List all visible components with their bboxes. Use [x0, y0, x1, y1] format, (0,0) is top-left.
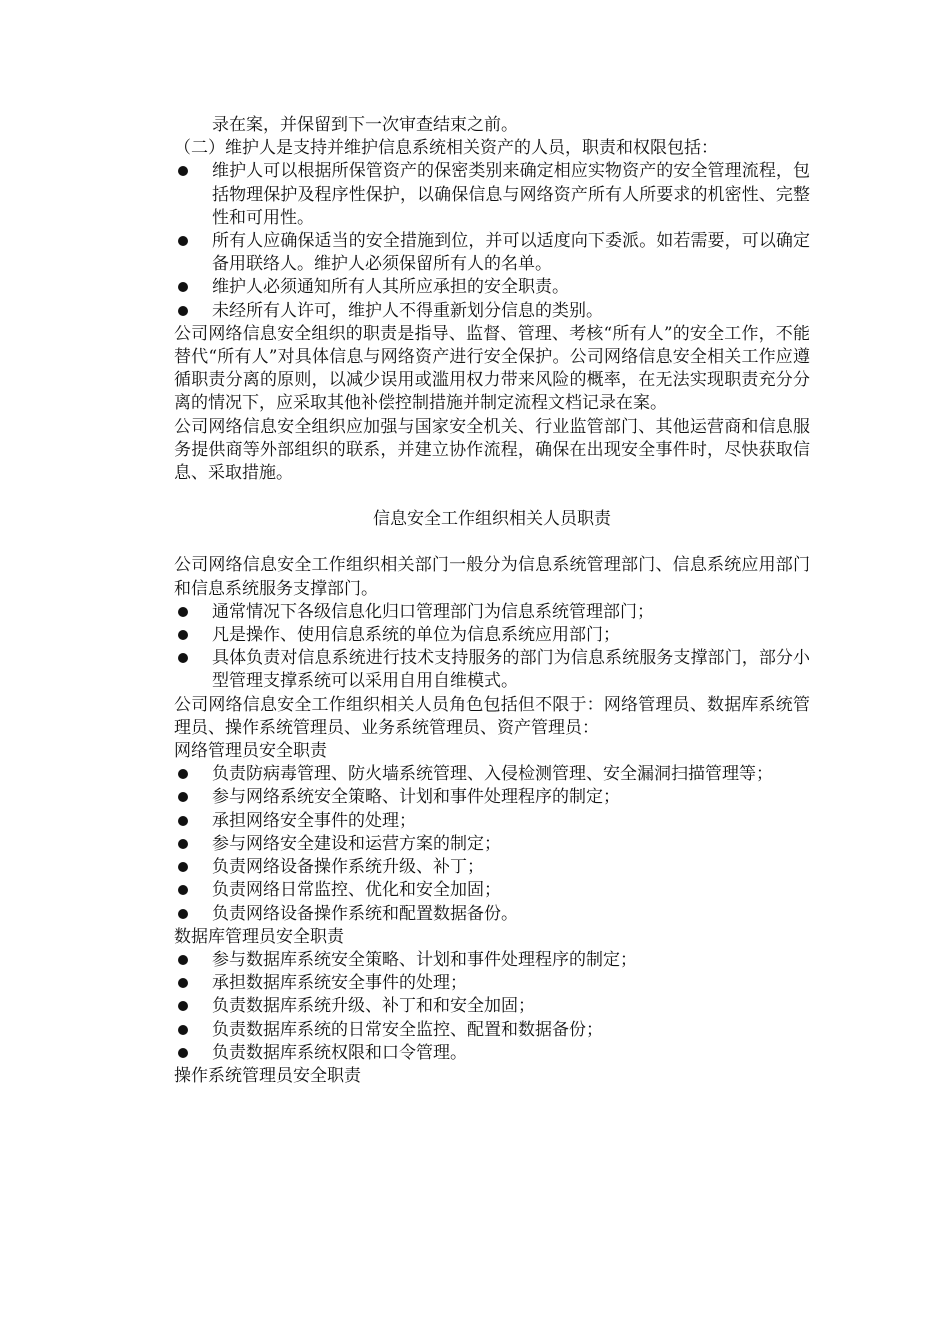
bullet-icon: [178, 792, 188, 802]
bullet-icon: [178, 769, 188, 779]
list-item-text: 凡是操作、使用信息系统的单位为信息系统应用部门；: [212, 625, 620, 646]
bullet-icon: [178, 816, 188, 826]
list-item: [174, 903, 810, 926]
bullet-icon: [178, 862, 188, 872]
subsection-title: 网络管理员安全职责: [174, 741, 327, 762]
section-heading: 信息安全工作组织相关人员职责: [373, 509, 611, 530]
bullet-icon: [178, 839, 188, 849]
list-item-text: 维护人可以根据所保管资产的保密类别来确定相应实物资产的安全管理流程，包括物理保护及程序性保护，以确保信息与网络资产所有人所要求的机密性、完整性和可用性。: [212, 161, 810, 228]
list-item: [174, 624, 810, 647]
paragraph: 公司网络信息安全组织的职责是指导、监督、管理、考核“所有人”的安全工作，不能替代“所有人”对具体信息与网络资产进行安全保护。公司网络信息安全相关工作应遵循职责分离的原则，以减少误用或滥用权力带来风险的概率，在无法实现职责充分分离的情况下，应采取其他补偿控制措施并制定流程文档记录在案。: [174, 323, 810, 414]
continuation-line: 录在案，并保留到下一次审查结束之前。: [212, 115, 518, 135]
bullet-icon: [178, 282, 188, 292]
list-item: [174, 300, 810, 323]
list-item-text: 负责数据库系统权限和口令管理。: [212, 1042, 467, 1063]
list-item-text: 参与网络安全建设和运营方案的制定；: [212, 833, 501, 854]
bullet-icon: [178, 236, 188, 246]
paragraph: 公司网络信息安全工作组织相关人员角色包括但不限于：网络管理员、数据库系统管理员、操作系统管理员、业务系统管理员、资产管理员：: [174, 694, 810, 738]
list-item: [174, 601, 810, 624]
list-item: [174, 972, 810, 995]
bullet-icon: [178, 630, 188, 640]
list-item: [174, 763, 810, 786]
bullet-icon: [178, 166, 188, 176]
list-item-text: 未经所有人许可，维护人不得重新划分信息的类别。: [212, 300, 603, 321]
list-item-text: 维护人必须通知所有人其所应承担的安全职责。: [212, 277, 569, 298]
list-item: [174, 856, 810, 879]
list-item: [174, 1019, 810, 1042]
list-item: [174, 995, 810, 1018]
list-item-text: 具体负责对信息系统进行技术支持服务的部门为信息系统服务支撑部门，部分小型管理支撑系统可以采用自用自维模式。: [212, 648, 810, 692]
bullet-icon: [178, 978, 188, 988]
list-item-text: 承担数据库系统安全事件的处理；: [212, 973, 467, 994]
list-item-text: 通常情况下各级信息化归口管理部门为信息系统管理部门；: [212, 601, 654, 622]
list-item-text: 负责网络设备操作系统升级、补丁；: [212, 857, 484, 878]
list-item-text: 负责网络日常监控、优化和安全加固；: [212, 880, 501, 901]
list-item: [174, 1042, 810, 1065]
bullet-icon: [178, 653, 188, 663]
list-item: [174, 949, 810, 972]
list-item-text: 参与网络系统安全策略、计划和事件处理程序的制定；: [212, 787, 620, 808]
bullet-icon: [178, 1048, 188, 1058]
list-item-text: 负责网络设备操作系统和配置数据备份。: [212, 903, 518, 924]
list-item: [174, 276, 810, 299]
list-item: [174, 810, 810, 833]
list-item: [174, 786, 810, 809]
list-item: [174, 647, 810, 693]
section-intro: （二）维护人是支持并维护信息系统相关资产的人员，职责和权限包括：: [174, 138, 718, 159]
list-item-text: 参与数据库系统安全策略、计划和事件处理程序的制定；: [212, 949, 637, 970]
bullet-icon: [178, 955, 188, 965]
paragraph: 公司网络信息安全组织应加强与国家安全机关、行业监管部门、其他运营商和信息服务提供商等外部组织的联系，并建立协作流程，确保在出现安全事件时，尽快获取信息、采取措施。: [174, 416, 810, 484]
list-item: [174, 879, 810, 902]
bullet-icon: [178, 1025, 188, 1035]
list-item-text: 负责数据库系统的日常安全监控、配置和数据备份；: [212, 1019, 603, 1040]
subsection-title: 操作系统管理员安全职责: [174, 1065, 361, 1086]
paragraph: 公司网络信息安全工作组织相关部门一般分为信息系统管理部门、信息系统应用部门和信息系统服务支撑部门。: [174, 555, 810, 599]
bullet-icon: [178, 1001, 188, 1011]
list-item-text: 所有人应确保适当的安全措施到位，并可以适度向下委派。如若需要，可以确定备用联络人。维护人必须保留所有人的名单。: [212, 231, 810, 275]
bullet-icon: [178, 909, 188, 919]
bullet-icon: [178, 306, 188, 316]
bullet-icon: [178, 885, 188, 895]
list-item: [174, 230, 810, 276]
document-body: [174, 114, 810, 1088]
list-item: [174, 833, 810, 856]
list-item-text: 承担网络安全事件的处理；: [212, 810, 416, 831]
list-item-text: 负责数据库系统升级、补丁和和安全加固；: [212, 996, 535, 1017]
list-item-text: 负责防病毒管理、防火墙系统管理、入侵检测管理、安全漏洞扫描管理等；: [212, 764, 773, 785]
subsection-title: 数据库管理员安全职责: [174, 926, 344, 947]
list-item: [174, 160, 810, 230]
bullet-icon: [178, 607, 188, 617]
